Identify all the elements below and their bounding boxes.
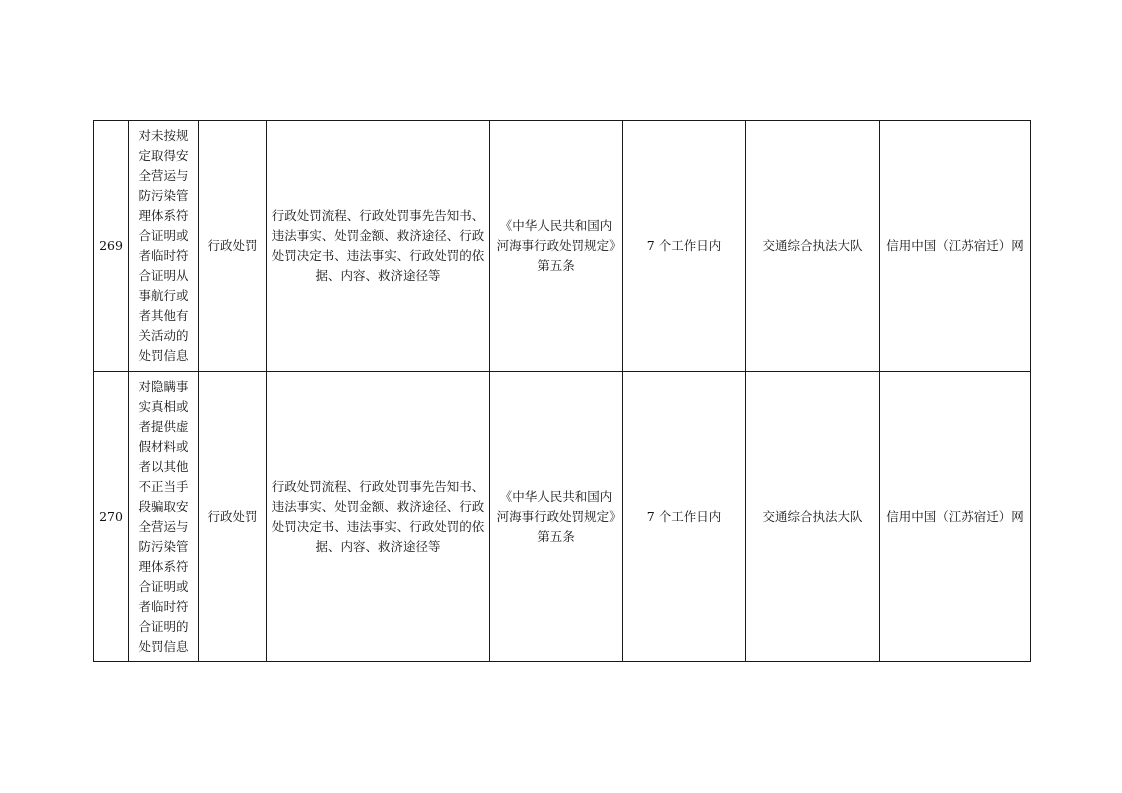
table-row: [94, 372, 1031, 662]
department-cell: 交通综合执法大队: [746, 372, 880, 662]
row-number: 270: [94, 372, 129, 662]
row-number: 269: [94, 121, 129, 372]
department-cell: 交通综合执法大队: [746, 121, 880, 372]
content-cell: 行政处罚流程、行政处罚事先告知书、违法事实、处罚金额、救济途径、行政处罚决定书、违法事实、行政处罚的依据、内容、救济途径等: [267, 372, 490, 662]
disclosure-table: [93, 120, 1031, 662]
legal-basis-cell: 《中华人民共和国内河海事行政处罚规定》第五条: [490, 121, 623, 372]
table-row: [94, 121, 1031, 372]
item-name-cell: 对隐瞒事实真相或者提供虚假材料或者以其他不正当手段骗取安全营运与防污染管理体系符合证明或者临时符合证明的处罚信息: [129, 372, 199, 662]
content-cell: 行政处罚流程、行政处罚事先告知书、违法事实、处罚金额、救济途径、行政处罚决定书、违法事实、行政处罚的依据、内容、救济途径等: [267, 121, 490, 372]
channel-cell: 信用中国（江苏宿迁）网: [880, 372, 1031, 662]
channel-cell: 信用中国（江苏宿迁）网: [880, 121, 1031, 372]
item-name-cell: 对未按规定取得安全营运与防污染管理体系符合证明或者临时符合证明从事航行或者其他有关活动的处罚信息: [129, 121, 199, 372]
time-limit-cell: 7 个工作日内: [623, 372, 746, 662]
category-cell: 行政处罚: [199, 121, 267, 372]
time-limit-cell: 7 个工作日内: [623, 121, 746, 372]
category-cell: 行政处罚: [199, 372, 267, 662]
legal-basis-cell: 《中华人民共和国内河海事行政处罚规定》第五条: [490, 372, 623, 662]
